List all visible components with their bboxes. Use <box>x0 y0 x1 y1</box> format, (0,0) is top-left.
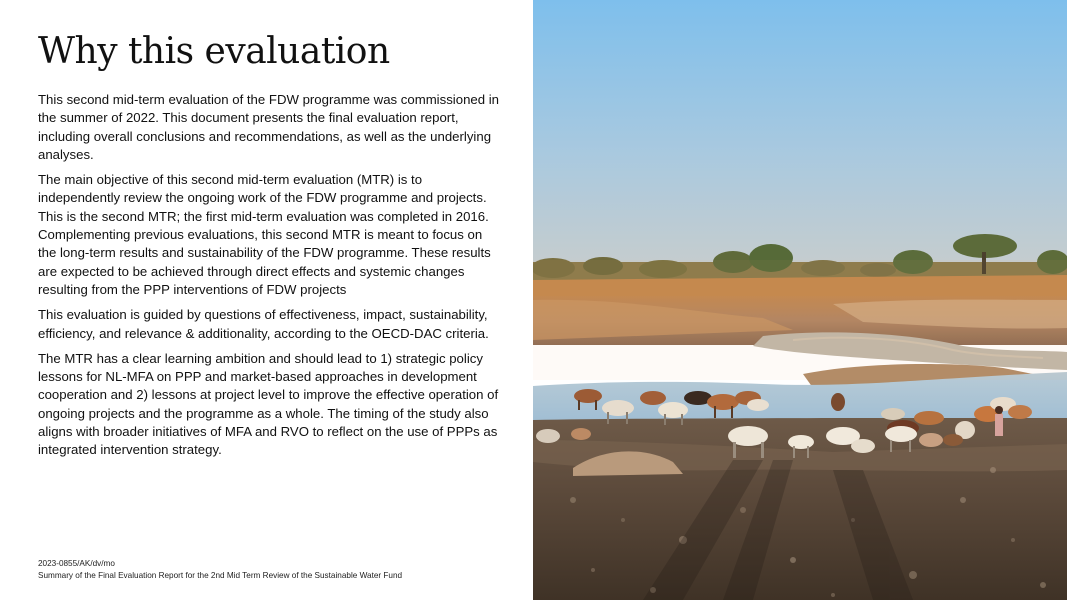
paragraph-learning: The MTR has a clear learning ambition and should lead to 1) strategic policy lessons for NL-MFA on PPP and market-based approaches in development cooperation and 2) lessons at project level to improve the effective operation of ongoing projects and the programme as a whole. The timing of the study also aligns with broader initiatives of MFA and RVO to reflect on the use of PPPs as integrated intervention strategy. <box>38 350 499 458</box>
paragraph-objective: The main objective of this second mid-term evaluation (MTR) is to independently review the ongoing work of the FDW programme and projects. This is the second MTR; the first mid-term evaluation was completed in 2016. Complementing previous evaluations, this second MTR is meant to focus on the long-term results and sustainability of the FDW programme. These results are expected to be achieved through direct effects and systemic changes resulting from the PPP interventions of FDW projects <box>38 172 491 297</box>
paragraph-commission: This second mid-term evaluation of the FDW programme was commissioned in the summer of 2022. This document presents the final evaluation report, including overall conclusions and recommendations, as well as the underlying analyses. <box>38 92 499 162</box>
photo-illustration <box>533 0 1067 600</box>
paragraph-criteria: This evaluation is guided by questions of effectiveness, impact, sustainability, efficiency, and relevance & additionality, according to the OECD-DAC criteria. <box>38 307 489 341</box>
footer-reference: 2023-0855/AK/dv/mo <box>38 559 115 568</box>
footer <box>38 558 402 582</box>
cattle-at-waterhole-photo <box>533 0 1067 600</box>
body-text <box>38 91 500 467</box>
page-title: Why this evaluation <box>38 31 390 72</box>
text-panel <box>0 0 533 600</box>
footer-caption: Summary of the Final Evaluation Report for the 2nd Mid Term Review of the Sustainable Water Fund <box>38 571 403 580</box>
